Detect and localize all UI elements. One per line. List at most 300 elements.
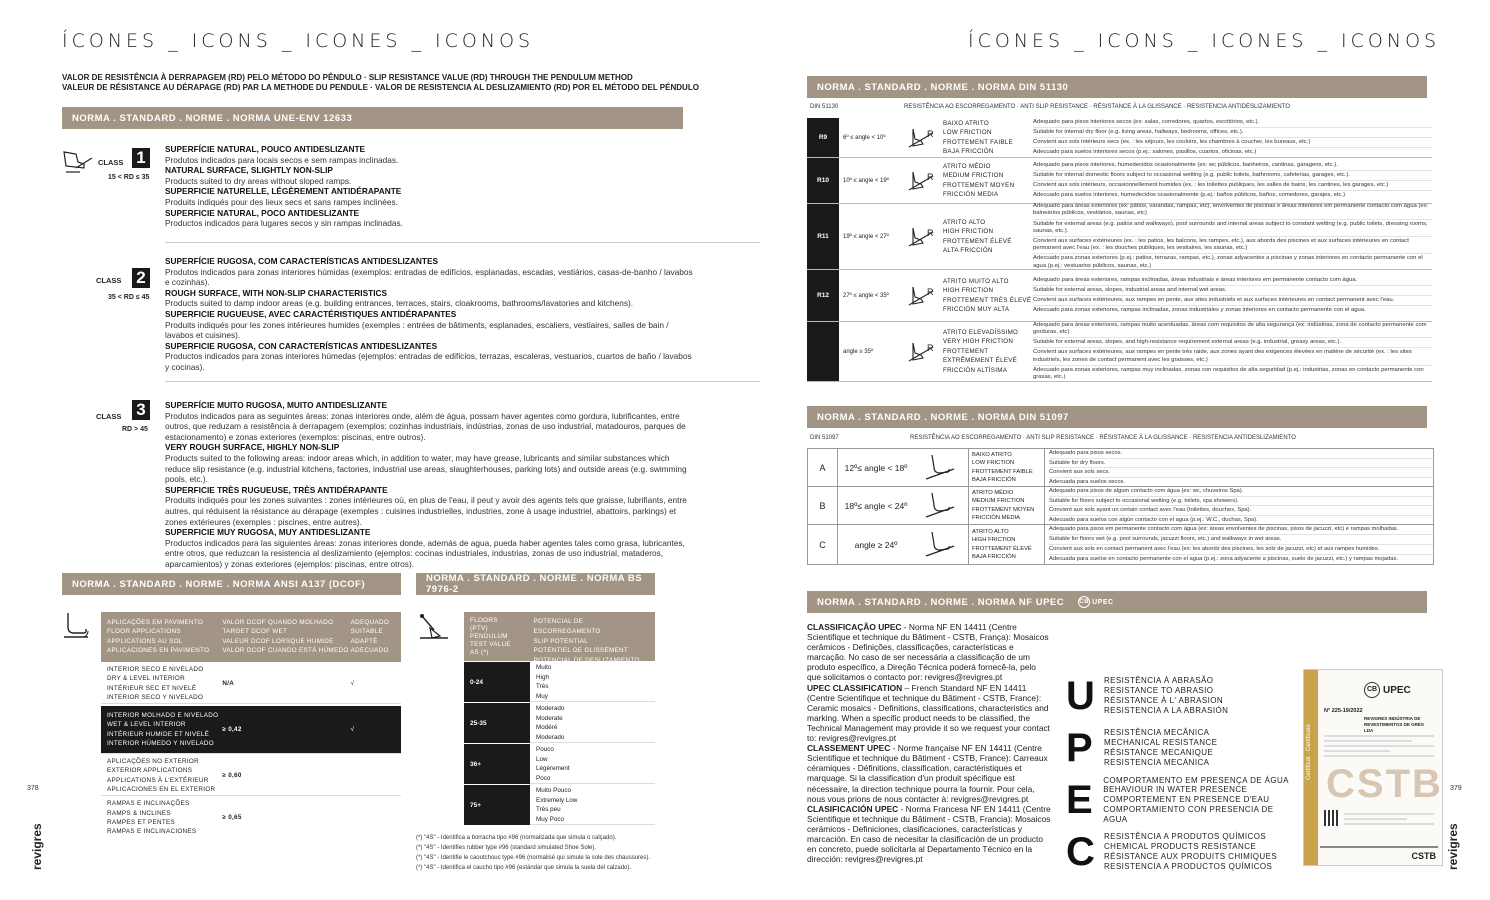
ansi-head-line: APLICAÇÕES EM PAVIMENTO: [107, 619, 204, 626]
upec-letter-line: RESISTENCIA MECÁNICA: [1104, 757, 1210, 767]
din51130-code: R12: [807, 270, 839, 321]
upec-letter-lines: [1103, 776, 1296, 825]
din51097-angle: 12º≤ angle < 18º: [844, 462, 908, 473]
bs-head-line: (PTV): [470, 625, 488, 632]
din51097-name: BAIXO ATRITO: [972, 452, 1012, 459]
din51097-angle: angle ≥ 24º: [854, 539, 898, 550]
bs-row-label: Très peu: [536, 806, 561, 814]
ansi-row-label: APLICAÇÕES NO EXTERIOR: [107, 757, 199, 765]
bs-note: (*) "4S" - Identifica a borracha tipo #96 (normalizada que simula o calçado).: [416, 835, 617, 841]
class-description: Productos indicados para lugares secos y sin rampas inclinadas.: [165, 218, 403, 229]
certificate-company: REVIGRES INDÚSTRIA DE REVESTIMENTOS DE GRÉS LDA: [1364, 716, 1424, 733]
svg-text:R: R: [927, 171, 934, 182]
ansi-row-label: APPLICATIONS À L'EXTÉRIEUR: [107, 776, 209, 784]
bs-head-line: POTENTIEL DE GLISSEMENT: [533, 647, 629, 655]
upec-letter: P: [1066, 726, 1093, 770]
class-description: Products suited to damp indoor areas (e.g. building entrances, terraces, stairs, cloakrooms, bathrooms/lavatories and kitchens).: [165, 298, 634, 309]
upec-letter-lines: [1104, 728, 1217, 767]
din51097-desc-line: Suitable for floors wet (e.g. pool surrounds, jacuzzi floors, etc.) and walkways in wet areas.: [1049, 535, 1433, 545]
upec-letter-line: RÉSISTANCE AUX PRODUITS CHIMIQUES: [1104, 852, 1278, 861]
ansi-row-value: ≥ 0,65: [222, 814, 242, 822]
class-heading: SUPERFICIE NATURELLE, LÉGÈREMENT ANTIDÉRAPANTE: [165, 186, 402, 197]
din51130-names: [943, 270, 1033, 321]
upec-letter-line: COMPORTAMIENTO CON PRESENCIA DE AGUA: [1103, 804, 1274, 824]
din51097-desc-line: Suitable for floors subject to occasional wetting (e.g. toilets, spa showers).: [1049, 497, 1433, 507]
din51097-desc-line: Adequado para pisos de algum contacto com água (ex: wc, chuveiros Spa).: [1049, 487, 1433, 497]
din51097-desc-line: Adecuada para suelos en contacto permanente con el agua (p.ej.: zona adyacente a piscinas, suelo de jacuzzi, etc.) y rampas mojadas.: [1049, 556, 1398, 562]
din51130-desc-line: Adecuado para zonas exteriores, rampas inclinadas, zonas industriales y zonas interiores en contacto permanente con el agua.: [1033, 307, 1366, 314]
din51097-code: B: [808, 487, 838, 524]
din51097-name: LOW FRICTION: [972, 460, 1015, 467]
class-number: 1: [132, 148, 150, 168]
ansi-row-label: WET & LEVEL INTERIOR: [107, 721, 186, 729]
ansi-row-label: INTERIOR SECO E NIVELADO: [107, 665, 204, 673]
din51130-desc-line: Adecuado para zonas exteriores (p.ej.: patios, terrazas, rampas, etc.), zonas adyacentes a piscinas y zonas interiores en contacto permanente con el agua (p.ej.: vestuarios públicos, saunas, etc.): [1033, 255, 1423, 269]
upec-letter-line: RESISTÊNCIA A PRODUTOS QUÍMICOS: [1104, 832, 1267, 842]
certificate-logo-text: UPEC: [1383, 684, 1411, 696]
din51097-row: [807, 525, 1434, 565]
class-heading: SUPERFICIE MUY RUGOSA, MUY ANTIDESLIZANTE: [165, 527, 371, 538]
nf-paragraph-heading: CLASSIFICAÇÃO UPEC: [807, 622, 902, 632]
bs-row-range: 75+: [464, 785, 530, 825]
din51130-name: HIGH FRICTION: [943, 228, 994, 236]
class-description: Produits indiqués pour les zones suivantes : zones intérieures où, en plus de l'eau, il peut y avoir des agents tels que graisse, lubrifiants, entre autres, qui réduisent la résistance au dérapage (exemples : cuisines industrielles, industries, zone à usage industriel, abattoirs, parkings) et zones extérieures (exemples : piscines, entre autres).: [165, 495, 687, 527]
upec-letter: U: [1066, 674, 1095, 718]
din51130-angle: 27º ≤ angle < 35º: [843, 292, 889, 299]
class-heading: ROUGH SURFACE, WITH NON-SLIP CHARACTERISTICS: [165, 287, 388, 298]
class-description: Productos indicados para zonas interiores húmedas (ejemplos: entradas de edificios, terrazas, escaleras, vestuarios, cuartos de baño / lavabos y cocinas).: [165, 351, 692, 372]
ansi-row-value: N/A: [222, 679, 235, 687]
ansi-row-labels: [107, 799, 222, 837]
din51130-angle: 19º ≤ angle < 27º: [843, 233, 889, 240]
din51097-code: C: [808, 525, 838, 564]
din51097-names: [968, 449, 1044, 486]
ansi-row-check: √: [350, 725, 355, 733]
ansi-row-label: INTERIOR SECO Y NIVELADO: [107, 693, 204, 701]
rd-title-line: VALEUR DE RÉSISTANCE AU DÉRAPAGE (RD) PAR LA METHODE DU PENDULE · VALOR DE RESISTENCIA AL DESLIZAMIENTO (RD) POR EL MÉTODO DEL PÉNDULO: [62, 83, 699, 92]
ansi-row-label: RAMPAS E INCLINACIONES: [107, 828, 197, 836]
rd-title-line: VALOR DE RESISTÊNCIA À DERRAPAGEM (RD) PELO MÉTODO DO PÊNDULO · SLIP RESISTANCE VALUE (RD) THROUGH THE PENDULUM METHOD: [62, 73, 633, 82]
nf-paragraph-text: - Norme française NF EN 14411 (Centre Scientifique et technique du Bâtiment - CSTB, France): Carreaux céramiques - Définitions, classification, caractéristiques et marquage. Si la classification d'un produit spécifique est nécessaire, la direction technique pourra la fournir. Pour cela, nous vous prions de nous contacter à: revigres@revigres.pt: [807, 743, 1048, 804]
nf-paragraph: [807, 804, 1052, 865]
ansi-head-col2: [222, 618, 350, 656]
class-heading: VERY ROUGH SURFACE, HIGHLY NON-SLIP: [165, 442, 340, 453]
class-range: RD > 45: [122, 426, 148, 433]
din51097-name: MEDIUM FRICTION: [972, 498, 1025, 505]
upec-letter-row: [1066, 722, 1296, 774]
din51130-desc-line: Convient aux surfaces extérieures, aux rampes en pente, aux sites industriels et aux surfaces intérieures en contact permanent avec l'eau.: [1033, 296, 1432, 306]
page-title-right: ÍCONES _ ICONS _ ICONES _ ICONOS: [968, 30, 1441, 52]
din51097-names: [968, 525, 1044, 564]
ansi-head-line: APPLICATIONS AU SOL: [107, 637, 183, 645]
bs-head-line: AS (*): [470, 649, 489, 656]
din51130-desc-line: Adequado para pisos interiores, humedecidos ocasionalmente (ex: wc públicos, banheiros, cantinas, garagens, etc.).: [1033, 161, 1432, 171]
din51097-row: [807, 448, 1434, 487]
class-description: Produtos indicados para as seguintes áreas: zonas interiores onde, além de água, possam haver agentes como gordura, lubrificantes, entre outros, que reduzam a resistência à derrapagem (exemplos: cozinhas industriais, indústrias, zonas de uso industrial, matadouros, parques de estacionamento) e zonas exteriores (exemplos: piscinas, entre outros).: [165, 410, 686, 442]
bs-row-label: Extremely Low: [536, 796, 578, 804]
upec-letter-line: RESISTÊNCIA À ABRASÃO: [1104, 676, 1214, 686]
ansi-head-line: APLICACIONES EN PAVIMENTO: [107, 647, 210, 655]
nf-paragraph-heading: CLASSEMENT UPEC: [807, 743, 891, 754]
din51097-col-label: DIN 51097: [810, 435, 839, 441]
svg-text:R: R: [927, 286, 934, 297]
class-heading: SUPERFICIE RUGOSA, CON CARACTERÍSTICAS ANTIDESLIZANTES: [165, 340, 438, 351]
bs-row: [464, 662, 655, 702]
bs-row-label: Légèrement: [536, 765, 570, 773]
class-description: Produits indiqués pour des lieux secs et sans rampes inclinées.: [165, 196, 398, 207]
din51130-names: [943, 118, 1033, 157]
din51130-row: [807, 322, 1432, 382]
bs-row-label: Poco: [536, 774, 551, 782]
ansi-header: [101, 612, 401, 662]
din51130-name: FROTTEMENT ÉLEVÉ: [943, 237, 1012, 245]
class-heading: SUPERFICIE TRÈS RUGUEUSE, TRÈS ANTIDÉRAPANTE: [165, 484, 388, 495]
din51130-row: [807, 118, 1432, 158]
din51130-desc-line: Convient aux sols intérieurs, occasionnellement humides (ex. : les toilettes publiques, les salles de bains, les cantines, les garages, etc.): [1033, 181, 1432, 191]
nf-paragraph-heading: CLASIFICACIÓN UPEC: [807, 803, 899, 814]
bs-head-line: TEST VALUE: [470, 641, 511, 648]
class-description: Productos indicados para las siguientes áreas: zonas interiores donde, además de agua, pueda haber agentes tales como grasa, lubricantes, entre otros, que reduzcan la resistencia al deslizamiento (ejemplos: cocinas industriales, industrias, zonas de uso industrial, mataderos, aparcamientos) y zonas exteriores (ejemplos: piscinas, entre otros).: [165, 537, 685, 569]
din51130-code: R9: [807, 118, 839, 157]
din51097-desc: [1044, 449, 1433, 486]
din51097-desc-line: Adecuado para suelos con algún contacto con el agua (p.ej.: W.C., duchas, Spa).: [1049, 516, 1258, 523]
class-description: Products suited to the following areas: indoor areas which, in addition to water, may have grease, lubricants and similar substances which reduce slip resistance (e.g. industrial kitchens, factories, industrial use areas, slaughterhouses, parking lots) and outside areas (e.g. swimming pools, etc.).: [165, 452, 687, 485]
din51130-desc-line: Convient aux surfaces extérieures, aux rampes en pente très raide, aux zones ayant des exigences élevées en matière de sécurité (ex. : les sites industriels, les zones de contact permanent avec les graisses, etc.): [1033, 348, 1432, 365]
divider: [165, 242, 760, 243]
din51130-name: FRICCIÓN ALTÍSIMA: [943, 366, 1008, 374]
din51097-name: FRICCIÓN MEDIA: [972, 514, 1020, 521]
class-label: CLASS: [96, 412, 122, 421]
din51097-name: ATRITO ALTO: [972, 529, 1009, 536]
din51097-desc-line: Convient aux sols secs.: [1049, 468, 1433, 478]
din51130-code: [807, 322, 839, 381]
ansi-row-label: INTERIOR MOLHADO E NIVELADO: [107, 711, 219, 719]
din51130-angle: 6º ≤ angle < 10º: [843, 134, 886, 141]
bs-row-label: Muy Poco: [536, 815, 564, 823]
nf-paragraph: [807, 683, 1052, 744]
ansi-head-line: VALEUR DCOF LORSQUE HUMIDE: [222, 637, 334, 645]
din51130-desc-line: Suitable for internal domestic floors subject to occasional wetting (e.g. public toilets, bathrooms, cafeterias, garages, etc.).: [1033, 171, 1432, 181]
din51130-name: ATRITO ALTO: [943, 218, 986, 226]
ansi-row-labels: [107, 711, 222, 749]
class-description: Products suited to dry areas without sloped ramps.: [165, 175, 352, 186]
ansi-row: [101, 664, 401, 704]
bs-header: [464, 612, 655, 665]
ansi-foot-icon: [62, 611, 90, 641]
din51130-name: FROTTEMENT: [943, 347, 989, 355]
din51097-desc-line: Adequado para pisos em permanente contacto com água (ex: áreas envolventes de piscinas, pisos de jacuzzi, etc) e rampas molhadas.: [1049, 525, 1433, 535]
upec-letter-lines: [1104, 676, 1228, 715]
class-label: CLASS: [96, 276, 122, 285]
nf-paragraph-text: - Norma NF EN 14411 (Centre Scientifique et technique du Bâtiment - CSTB, França): Mosaicos cerâmicos - Definições, classificações, características e marcação. No caso de ser necessária a classificação de um produto específico, a Direção Técnica poderá fornecê-la, pelo que solicitamos o contacto por: revigres@revigres.pt: [807, 622, 1049, 683]
din51130-name: FROTTEMENT MOYEN: [943, 181, 1015, 189]
bs-band: NORMA . STANDARD . NORME . NORMA BS 7976-2: [416, 573, 655, 595]
upec-letters: [1066, 670, 1296, 878]
bs-row-labels: [530, 744, 655, 784]
bs-note: (*) "4S" - Identifica el caucho tipo #96 (estándar que simula la suela del calzado).: [416, 865, 632, 871]
din51130-desc: [1033, 158, 1432, 203]
ansi-head-line: ADECUADO: [350, 647, 389, 655]
bs-row-labels: [530, 662, 655, 702]
upec-letter-line: BEHAVIOUR IN WATER PRESENCE: [1103, 785, 1248, 795]
din51130-desc-line: Adequado para áreas exteriores, rampas inclinadas, áreas industriais e áreas interiores em permanente contacto com água.: [1033, 276, 1432, 286]
shoe-ramp-r-icon: [901, 322, 943, 381]
din51097-desc-line: Convient aux sols ayant un certain contact avec l'eau (toilettes, douches, Spa).: [1049, 506, 1433, 516]
upec-letter-line: RÉSISTANCE À L' ABRASION: [1104, 696, 1224, 705]
din51097-row: [807, 487, 1434, 525]
ansi-row-label: RAMPAS E INCLINAÇÕES: [107, 800, 190, 808]
din51130-name: FRICCIÓN MUY ALTA: [943, 305, 1010, 313]
upec-letter-row: [1066, 826, 1296, 878]
bs-head-line: SLIP POTENTIAL: [533, 637, 588, 645]
rd-title: [62, 73, 702, 93]
din51097-table: [807, 448, 1434, 565]
din51130-name: ALTA FRICCIÓN: [943, 246, 993, 254]
ansi-head-line: VALOR DCOF CUANDO ESTÁ HÚMEDO: [222, 647, 349, 655]
ansi-row-labels: [107, 757, 222, 795]
bs-row-range: 0-24: [464, 662, 530, 702]
din51130-names: [943, 158, 1033, 203]
ansi-row-label: EXTERIOR APPLICATIONS: [107, 767, 193, 775]
bs-head-line: POTENCIAL DE DESLIZAMIENTO: [533, 657, 640, 665]
svg-text:R: R: [927, 342, 934, 353]
bs-row-label: Low: [536, 755, 548, 763]
svg-text:R: R: [927, 227, 934, 238]
din51097-names: [968, 487, 1044, 524]
ansi-row-label: APLICACIONES EN EL EXTERIOR: [107, 785, 216, 793]
svg-text:R: R: [927, 128, 934, 139]
din51130-desc-line: Suitable for internal dry floor (e.g. living areas, hallways, bedrooms, offices, etc.).: [1033, 128, 1432, 138]
din51130-desc-line: Suitable for external areas, slopes, industrial areas and internal wet areas.: [1033, 286, 1432, 296]
nf-band-label: NORMA . STANDARD . NORME . NORMA NF UPEC: [817, 596, 1065, 608]
din51130-name: EXTRÊMEMENT ÉLEVÉ: [943, 357, 1018, 365]
din51130-name: BAIXO ATRITO: [943, 119, 990, 127]
class-description: Produtos indicados para zonas interiores húmidas (exemplos: entradas de edifícios, esplanadas, escadas, vestiários, casas-de-banho / lavabos e cozinhas).: [165, 266, 693, 288]
din51130-row: [807, 270, 1432, 322]
upec-logo-icon: CB UPEC: [1078, 596, 1113, 608]
din51130-desc-line: Adequado para pisos interiores secos (ex: salas, corredores, quartos, escritórios, etc.).: [1033, 118, 1432, 128]
une-band: NORMA . STANDARD . NORME . NORMA UNE-ENV 12633: [62, 107, 683, 129]
din51130-angle: angle ≥ 35º: [843, 348, 874, 355]
bs-row-label: Muy: [536, 692, 548, 700]
bs-row: [464, 785, 655, 825]
din51130-desc-line: Convient aux surfaces extérieures (ex. : les patios, les balcons, les rampes, etc.), aux abords des piscines et aux surfaces intérieures en contact permanent avec l'eau (ex. : les douches publiques, les vestiaires, les saunas, etc.): [1033, 237, 1432, 254]
din51130-desc-line: Convient aux sols intérieurs secs (ex. : les séjours, les couloirs, les chambres à coucher, les bureaux, etc.): [1033, 138, 1432, 148]
class-description: Produits indiqués pour les zones intérieures humides (exemples : entrées de bâtiments, esplanades, escaliers, vestiaires, salles de bain / lavabos et cuisines).: [165, 319, 669, 341]
brand-logo-left: revigres: [30, 823, 44, 870]
class-range: 35 < RD ≤ 45: [108, 294, 150, 301]
din51097-name: FROTTEMENT MOYEN: [972, 506, 1035, 513]
ansi-head-line: SUITABLE: [350, 628, 383, 636]
upec-letter: C: [1066, 830, 1095, 874]
shoe-ramp-icon: [62, 146, 94, 174]
din51097-desc: [1044, 487, 1433, 524]
ansi-row: [101, 756, 401, 796]
upec-letter-row: [1066, 670, 1296, 722]
din51097-band: NORMA . STANDARD . NORME . NORMA DIN 51097: [807, 406, 1427, 428]
bs-head-col1: [470, 617, 534, 656]
certificate-lines: [1324, 732, 1434, 760]
din51130-names: [943, 204, 1033, 269]
din51130-code: R10: [807, 158, 839, 203]
bs-row-label: Muito Pouco: [536, 787, 572, 794]
bs-row: [464, 703, 655, 743]
upec-letter-row: [1066, 774, 1296, 826]
din51130-desc-line: Adequado para áreas exteriores, rampas muito acentuadas, áreas com requisitos de alta segurança (ex: indústrias, zona de contacto permanente com gorduras, etc): [1033, 321, 1432, 338]
din51130-desc-line: Suitable for external areas, slopes, and high-resistance requirement external areas (e.g. industrial, greasy areas, etc.).: [1033, 338, 1432, 348]
upec-letter-line: RESISTÊNCIA MECÂNICA: [1104, 728, 1210, 738]
din51130-name: ATRITO ELEVADÍSSIMO: [943, 328, 1019, 336]
bs-row-label: Moderado: [536, 733, 565, 741]
bs-row-label: Modéré: [536, 724, 558, 732]
ansi-table: [101, 612, 401, 838]
foot-ramp-icon: [914, 487, 968, 524]
nf-paragraph-text: – French Standard NF EN 14411 (Centre Scientifique et technique du Bâtiment - CSTB, France): Ceramic mosaics - Definitions, classifications, characteristics and marking. When a specific product needs to be classified, the Technical Management may provide it so we request your contact to: revigres@revigres.pt: [807, 682, 1050, 744]
din51130-angle: 10º ≤ angle < 19º: [843, 177, 889, 184]
upec-letter-line: RESISTENCIA A PRODUCTOS QUÍMICOS: [1104, 861, 1273, 871]
din51130-name: FROTTEMENT FAIBLE: [943, 138, 1013, 146]
din51130-name: ATRITO MUITO ALTO: [943, 277, 1009, 285]
certificate-strip-text: Certificat · Certificate: [1306, 723, 1312, 780]
bs-note: (*) "4S" - Identifies rubber type #96 (standard simulated Shoe Sole).: [416, 845, 597, 851]
class-heading: SUPERFÍCIE MUITO RUGOSA, MUITO ANTIDESLIZANTE: [165, 400, 388, 410]
class-description: Produtos indicados para locais secos e sem rampas inclinadas.: [165, 154, 399, 165]
shoe-ramp-r-icon: [901, 158, 943, 203]
nf-band: [807, 591, 1427, 613]
bs-row-labels: [530, 785, 655, 825]
nf-paragraph: [807, 743, 1052, 804]
class-number: 3: [132, 400, 150, 420]
din51130-name: HIGH FRICTION: [943, 287, 994, 295]
bs-row-label: Très: [536, 683, 549, 691]
bs-table: [464, 612, 655, 825]
page-number-left: 378: [27, 785, 39, 792]
din51130-table: [807, 118, 1432, 382]
bs-head-col2: [533, 617, 649, 665]
din51097-name: BAJA FRICCIÓN: [972, 476, 1016, 483]
din51130-name: VERY HIGH FRICTION: [943, 338, 1014, 346]
din51097-name: ATRITO MÉDIO: [972, 490, 1014, 497]
brand-logo-right: revigres: [1446, 823, 1460, 870]
class-text: [165, 144, 695, 229]
upec-letter: E: [1066, 778, 1093, 822]
ansi-head-line: VALOR DCOF QUANDO MOLHADO: [222, 619, 334, 626]
ansi-head-col1: [107, 618, 222, 656]
din51130-desc-line: Suitable for external areas (e.g. patios and walkways), pool surrounds and internal areas subject to constant wetting (e.g. public toilets, dressing rooms, saunas, etc.).: [1033, 220, 1432, 237]
bs-head-line: PENDULUM: [470, 633, 508, 640]
din51097-code: A: [808, 449, 838, 486]
ansi-row: [101, 706, 401, 754]
class-range: 15 < RD ≤ 35: [108, 174, 150, 181]
certificate-lines-bottom: [1344, 810, 1434, 828]
upec-letter-line: COMPORTEMENT EN PRESENCE D'EAU: [1103, 795, 1270, 805]
class-heading: SUPERFÍCIE NATURAL, POUCO ANTIDESLIZANTE: [165, 144, 366, 154]
bs-row-range: 36+: [464, 744, 530, 784]
bs-row: [464, 744, 655, 784]
shoe-ramp-r-icon: [901, 204, 943, 269]
din51130-name: BAJA FRICCIÓN: [943, 147, 994, 155]
certificate-watermark: CSTB: [1326, 762, 1443, 806]
certificate-image: [1303, 669, 1443, 866]
din51097-desc-line: Adecuada para suelos secos.: [1049, 478, 1126, 485]
class-heading: SUPERFICIE RUGUEUSE, AVEC CARACTÉRISTIQUES ANTIDÉRAPANTES: [165, 308, 457, 319]
din51130-col-head: RESISTÊNCIA AO ESCORREGAMENTO · ANTI SLIP RESISTANCE · RÉSISTANCE À LA GLISSANCE · RESISTENCIA ANTIDESLIZAMIENTO: [904, 104, 1290, 110]
class-label: CLASS: [98, 158, 124, 167]
ansi-row-labels: [107, 665, 222, 703]
certificate-qr: [1324, 810, 1340, 826]
din51130-desc-line: Adequado para áreas exteriores (ex: pátios, varandas, rampas, etc), envolventes de piscinas e áreas interiores em permanente contacto com água (ex: balneários públicos, vestiários, saunas, etc): [1033, 202, 1432, 219]
class-text: [165, 400, 695, 570]
page-number-right: 379: [1450, 785, 1462, 792]
din51097-angle: 18º≤ angle < 24º: [844, 500, 908, 511]
page-title-left: ÍCONES _ ICONS _ ICONES _ ICONOS: [62, 30, 535, 52]
class-text: [165, 256, 695, 373]
din51130-desc: [1033, 270, 1432, 321]
certificate-footer-logo: CSTB: [1411, 851, 1436, 861]
ansi-row-label: DRY & LEVEL INTERIOR: [107, 675, 185, 683]
din51130-desc-line: Adecuado para suelos interiores secos (p.ej.: salones, pasillos, cuartos, oficinas, etc.): [1033, 149, 1257, 156]
shoe-ramp-r-icon: [901, 270, 943, 321]
din51097-desc-line: Convient aux sols en contact permanent avec l'eau (ex: les abords des piscines, les sols de jacuzzi, etc) et aux rampes humides.: [1049, 545, 1433, 555]
din51097-name: FROTTEMENT FAIBLE: [972, 468, 1033, 475]
din51130-col-label: DIN 51130: [810, 104, 839, 110]
din51097-name: BAJA FRICCIÓN: [972, 553, 1016, 560]
din51097-name: HIGH FRICTION: [972, 537, 1016, 544]
certificate-number: N° 225-19/2022: [1324, 708, 1363, 714]
bs-row-labels: [530, 703, 655, 743]
class-heading: SUPERFICIE NATURAL, POCO ANTIDESLIZANTE: [165, 207, 360, 218]
din51130-desc-line: Adecuado para zonas exteriores, rampas muy inclinadas, zonas con requisitos de alta seguridad (p.ej.: industrias, zonas en contacto permanente con grasas, etc.): [1033, 366, 1424, 381]
din51097-desc-line: Adequado para pisos secos.: [1049, 449, 1433, 459]
foot-ramp-icon: [914, 449, 968, 486]
din51130-desc: [1033, 118, 1432, 157]
bs-note: (*) "4S" - Identifie le caoutchouc type #96 (normalisé qui simule la sole des chaussures).: [416, 855, 651, 861]
nf-paragraph-text: - Norma Francesa NF EN 14411 (Centre Scientifique et technique du Bâtiment - CSTB, Francia): Mosaicos cerámicos - Definiciones, clasificaciones, características y marcación. En caso de necesitar la clasificación de un producto en concreto, puede solicitarla al Departamento Técnico en la dirección: revigres@revigres.pt: [807, 803, 1051, 865]
nf-paragraph-heading: UPEC CLASSIFICATION: [807, 682, 903, 693]
ansi-row-label: INTÉRIEUR SEC ET NIVELÉ: [107, 684, 197, 692]
ansi-head-line: ADAPTÉ: [350, 637, 378, 645]
ansi-head-line: ADEQUADO: [350, 619, 390, 626]
upec-letter-line: COMPORTAMENTO EM PRESENÇA DE ÁGUA: [1103, 775, 1289, 785]
din51130-name: FRICCIÓN MEDIA: [943, 190, 999, 198]
din51130-desc: [1033, 204, 1432, 269]
upec-letter-line: CHEMICAL PRODUCTS RESISTANCE: [1104, 842, 1257, 852]
pendulum-icon: [418, 612, 450, 642]
din51097-desc-line: Suitable for dry floors.: [1049, 459, 1433, 469]
upec-letter-line: RESISTENCIA A LA ABRASIÓN: [1104, 705, 1229, 715]
ansi-band: NORMA . STANDARD . NORME . NORMA ANSI A137 (DCOF): [62, 573, 401, 595]
class-heading: NATURAL SURFACE, SLIGHTLY NON-SLIP: [165, 165, 333, 176]
shoe-ramp-r-icon: [901, 118, 943, 157]
din51130-name: ATRITO MÉDIO: [943, 162, 991, 170]
upec-letter-line: MECHANICAL RESISTANCE: [1104, 738, 1218, 748]
bs-head-line: POTENCIAL DE ESCORREGAMENTO: [533, 618, 601, 635]
din51097-name: FROTTEMENT ÉLEVÉ: [972, 545, 1032, 552]
nf-paragraph: [807, 622, 1052, 683]
din51130-name: LOW FRICTION: [943, 129, 992, 137]
din51130-code: R11: [807, 204, 839, 269]
nf-paragraphs: [807, 622, 1052, 864]
ansi-row-value: ≥ 0,42: [222, 725, 242, 733]
upec-letter-lines: [1104, 832, 1277, 871]
bs-notes: [416, 833, 716, 873]
ansi-head-line: TARGET DCOF WET: [222, 628, 288, 636]
din51130-band: NORMA . STANDARD . NORME . NORMA DIN 51130: [807, 76, 1427, 98]
class-heading: SUPERFÍCIE RUGOSA, COM CARACTERÍSTICAS ANTIDESLIZANTES: [165, 256, 439, 266]
ansi-row-label: INTÉRIEUR HUMIDE ET NIVELÉ: [107, 730, 210, 738]
ansi-row-label: INTERIOR HÚMEDO Y NIVELADO: [107, 739, 214, 747]
ansi-row-label: RAMPS & INCLINES: [107, 809, 171, 817]
